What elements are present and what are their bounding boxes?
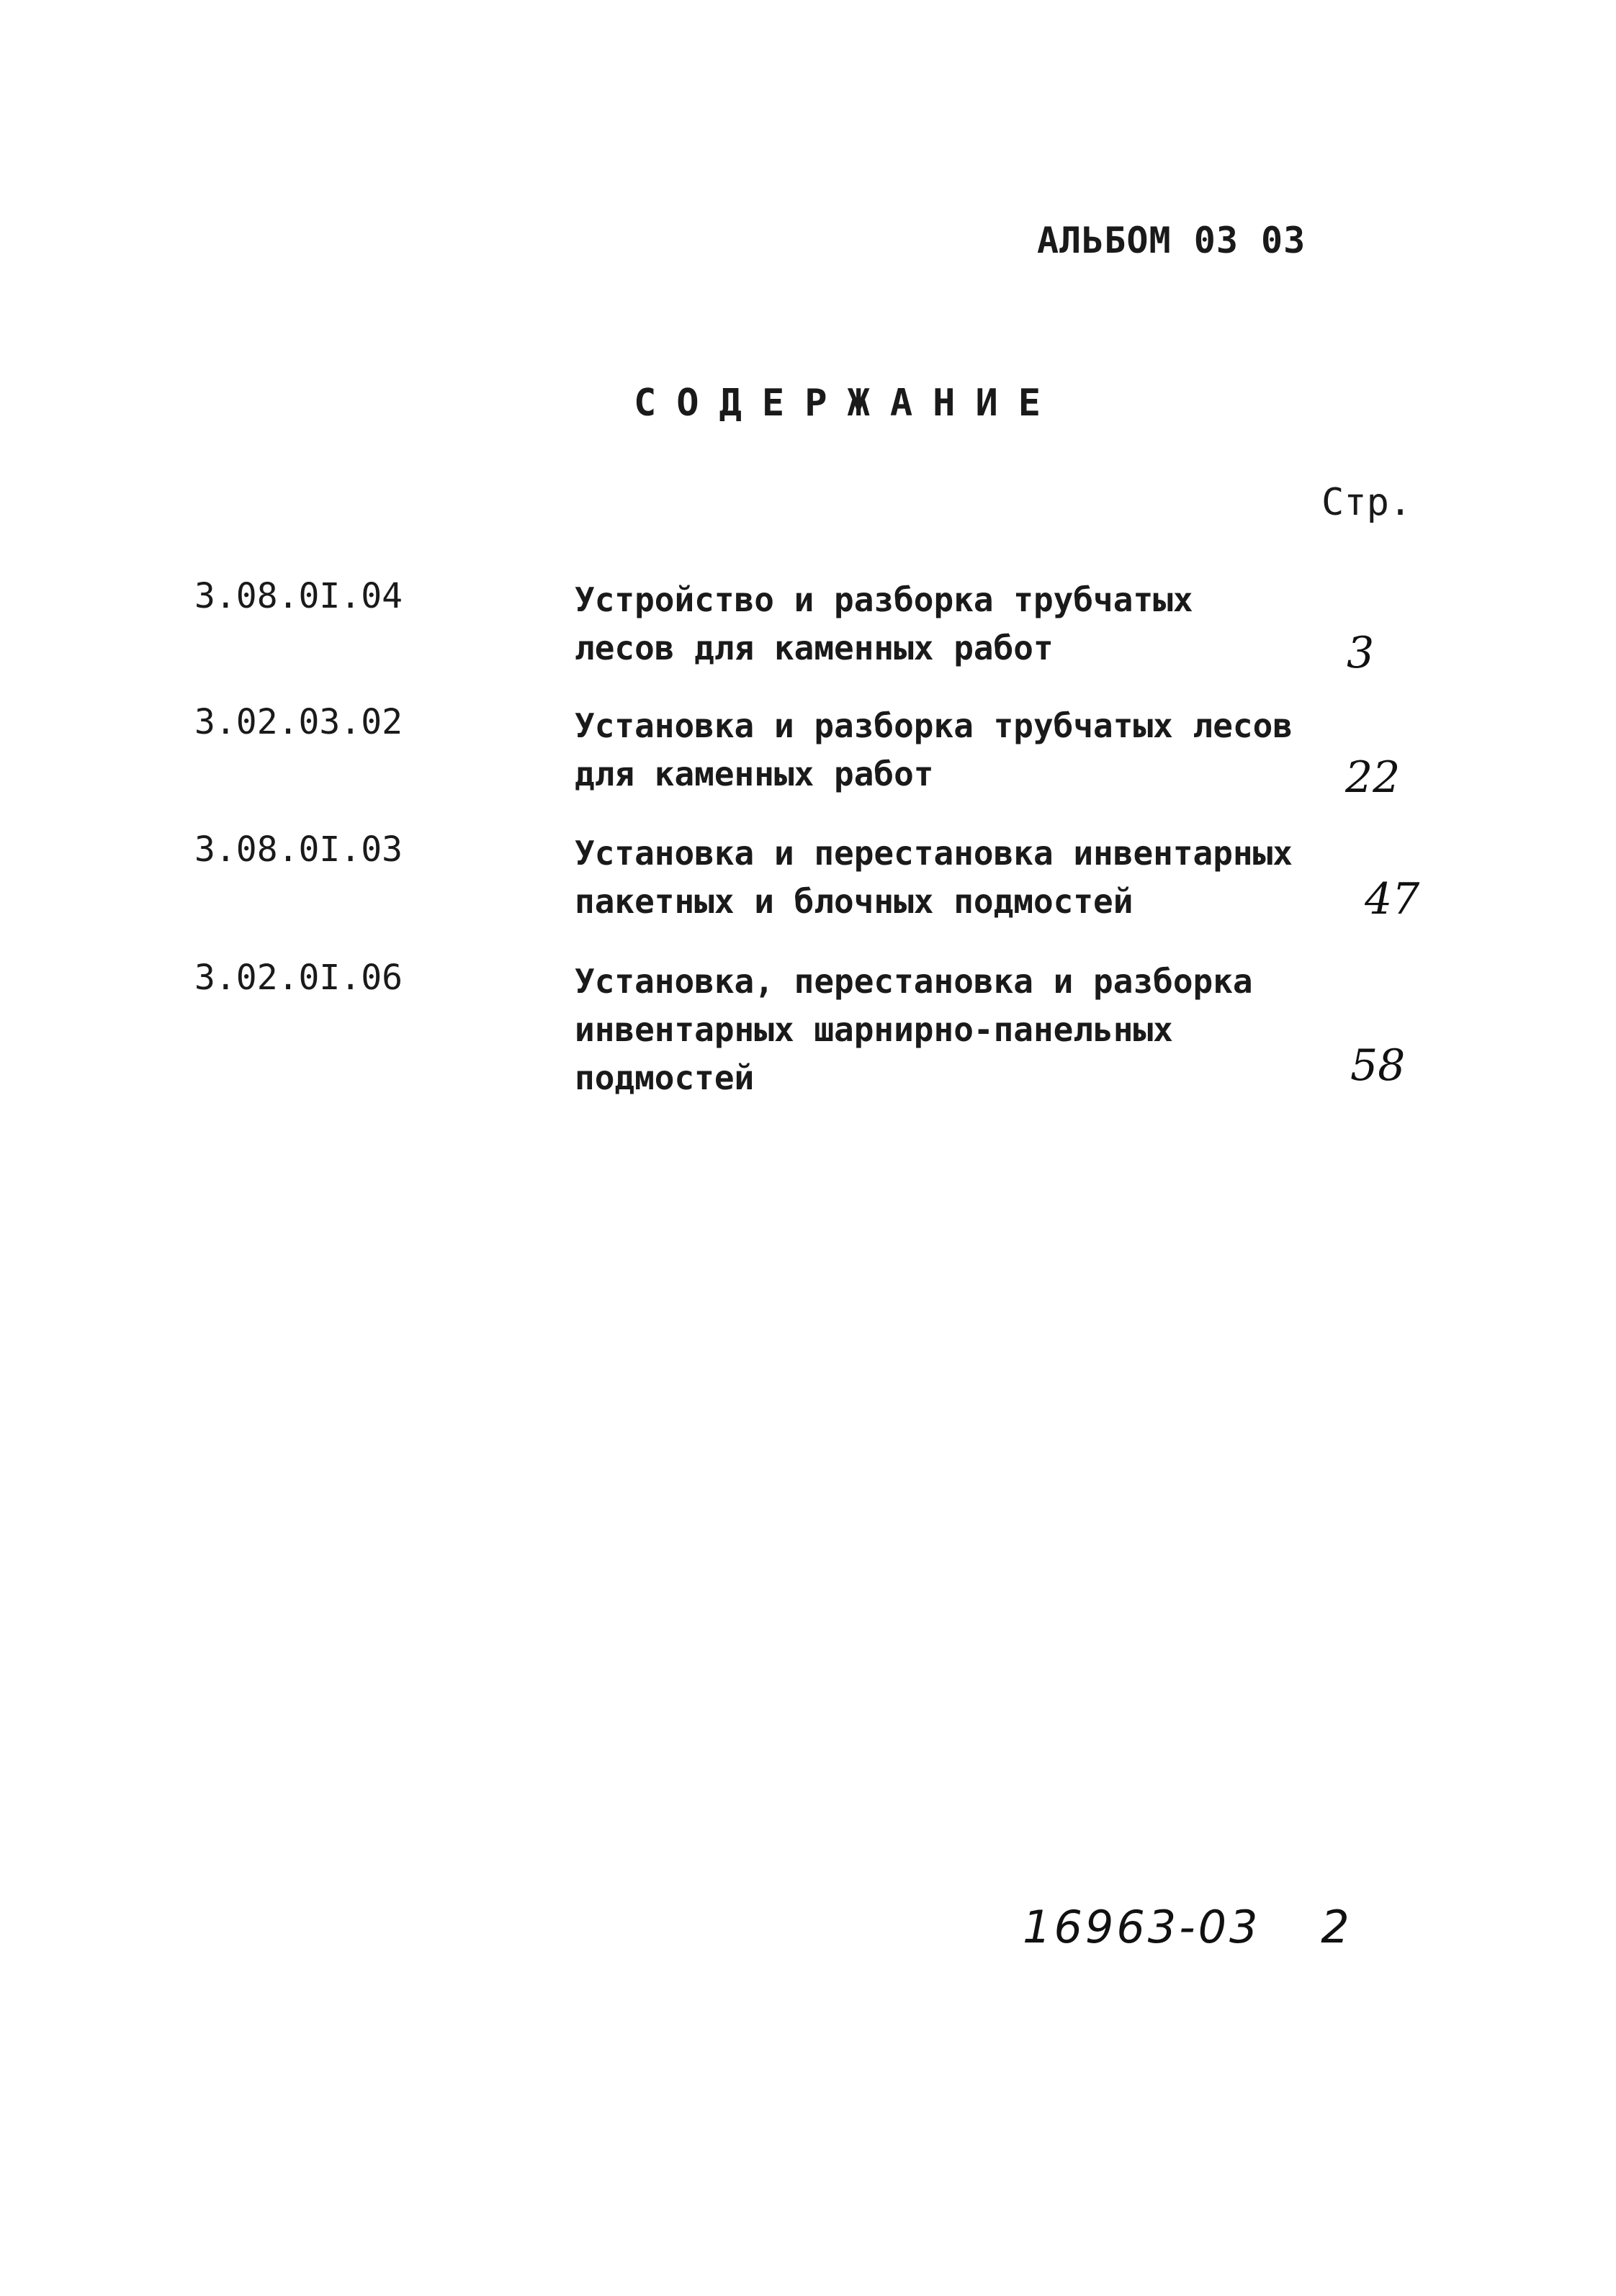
toc-entry [194, 958, 1433, 1102]
toc-entry-description: Установка и перестановка инвентарных пакетных и блочных подмостей [575, 834, 1293, 921]
toc-entry-code: 3.02.03.02 [194, 702, 403, 742]
toc-entry-description: Устройство и разборка трубчатых лесов для каменных работ [575, 580, 1193, 667]
toc-entry-code: 3.02.0I.06 [194, 958, 403, 998]
document-number-text: 16963-03 [1023, 1901, 1261, 1953]
album-number: АЛЬБОМ 03 03 [1037, 220, 1306, 261]
toc-entry-code: 3.08.0I.03 [194, 829, 403, 870]
toc-entry-page: 58 [1350, 1040, 1406, 1091]
page-title: СОДЕРЖАНИЕ [634, 382, 1061, 425]
sheet-number: 2 [1321, 1901, 1352, 1953]
page-column-header: Стр. [1321, 481, 1412, 524]
toc-entry-description: Установка и разборка трубчатых лесов для каменных работ [575, 706, 1293, 793]
toc-entry-page: 22 [1345, 752, 1401, 803]
toc-entry [194, 576, 1433, 720]
document-number [1023, 1901, 1352, 1953]
toc-entry-page: 3 [1347, 628, 1375, 678]
toc-entry-page: 47 [1365, 874, 1420, 924]
toc-entry-code: 3.08.0I.04 [194, 576, 403, 616]
toc-entry-description: Установка, перестановка и разборка инвентарных шарнирно-панельных подмостей [575, 962, 1253, 1097]
toc-entry [194, 702, 1433, 846]
toc-entry [194, 829, 1433, 973]
